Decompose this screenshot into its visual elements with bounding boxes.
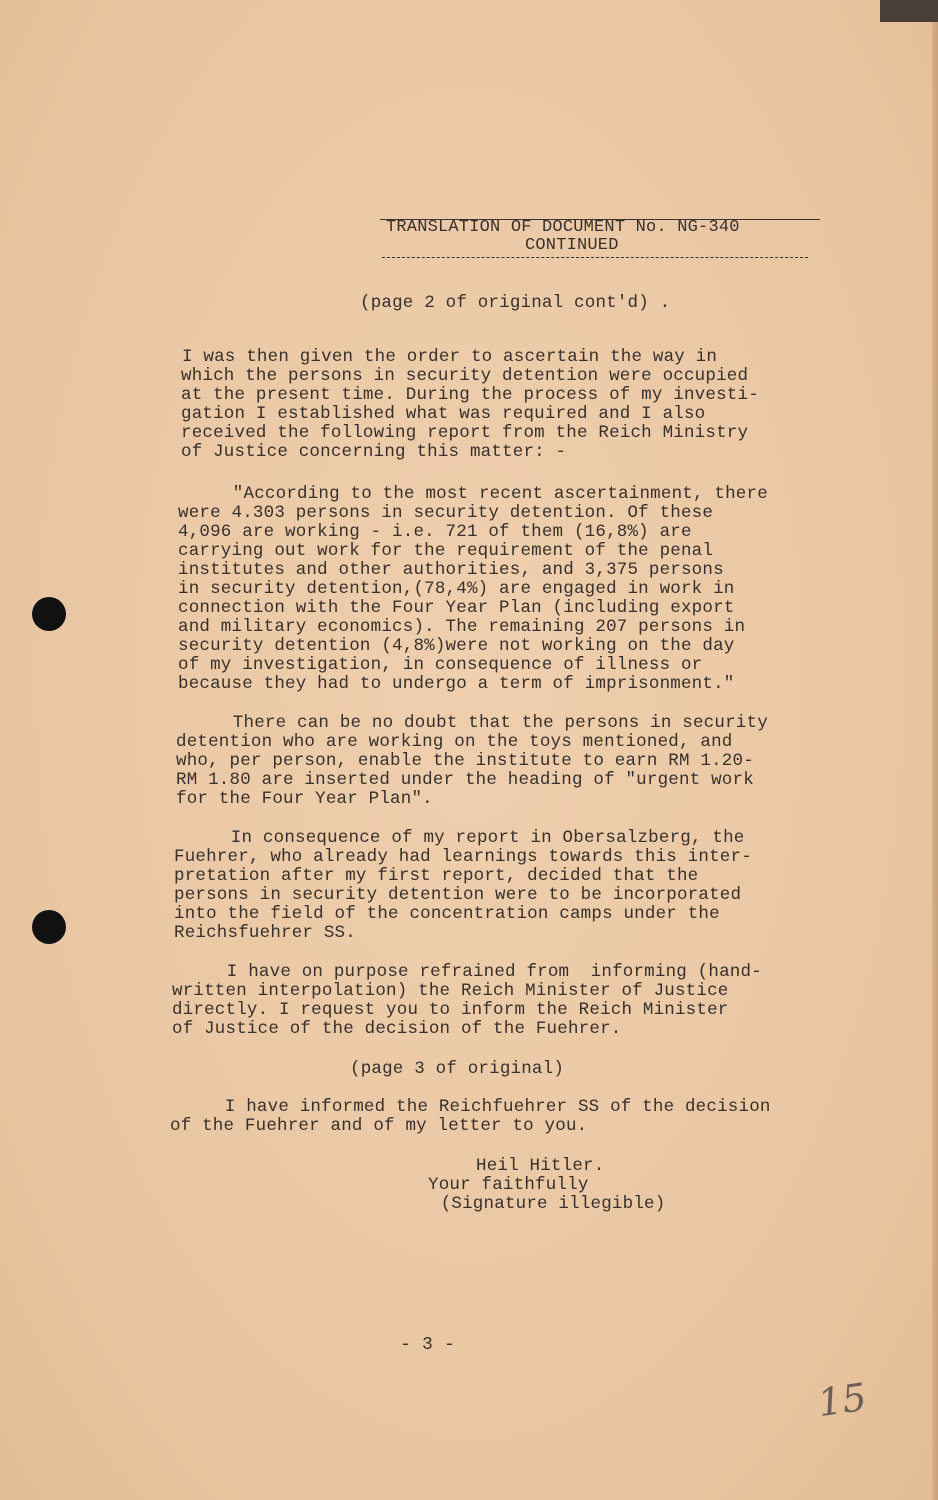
text-line: 4,096 are working - i.e. 721 of them (16,8%) are [178,522,692,542]
text-line: at the present time. During the process of my investi- [181,385,759,405]
text-line: carrying out work for the requirement of the penal [178,541,714,561]
text-line: and military economics). The remaining 207 persons in [178,617,746,637]
document-subtitle: CONTINUED [525,236,619,255]
text-line: Reichsfuehrer SS. [174,923,356,943]
text-line: of my investigation, in consequence of illness or [178,655,703,675]
text-line: "According to the most recent ascertainment, there [190,484,768,504]
handwritten-page-mark: 15 [815,1374,870,1426]
signature-note: (Signature illegible) [430,1194,666,1214]
page-note-mid: (page 3 of original) [350,1059,565,1079]
punch-hole-lower [32,910,66,944]
text-line: for the Four Year Plan". [176,789,433,809]
text-line: of Justice of the decision of the Fuehrer. [172,1019,622,1039]
text-line: written interpolation) the Reich Minister of Justice [172,981,729,1001]
text-line: received the following report from the Reich Ministry [181,423,749,443]
header-rule-bottom [382,257,808,258]
text-line: who, per person, enable the institute to earn RM 1.20- [176,751,754,771]
text-line: of the Fuehrer and of my letter to you. [170,1116,588,1136]
text-line: I have informed the Reichfuehrer SS of the decision [182,1097,771,1117]
closing-salutation: Heil Hitler. [476,1156,605,1176]
text-line: in security detention,(78,4%) are engaged in work in [178,579,735,599]
text-line: persons in security detention were to be incorporated [174,885,742,905]
text-line: institutes and other authorities, and 3,375 persons [178,560,724,580]
text-line: directly. I request you to inform the Reich Minister [172,1000,729,1020]
paper-edge-shadow [880,0,938,22]
text-line: detention who are working on the toys mentioned, and [176,732,733,752]
text-line: security detention (4,8%)were not working on the day [178,636,735,656]
text-line: I have on purpose refrained from informing (hand- [184,962,762,982]
text-line: connection with the Four Year Plan (including export [178,598,735,618]
page-note-top: (page 2 of original cont'd) . [360,293,671,313]
text-line: because they had to undergo a term of imprisonment." [178,674,735,694]
text-line: of Justice concerning this matter: - [181,442,567,462]
page-number: - 3 - [400,1335,456,1355]
text-line: Fuehrer, who already had learnings towards this inter- [174,847,752,867]
text-line: into the field of the concentration camps under the [174,904,720,924]
text-line: There can be no doubt that the persons in security [190,713,768,733]
closing-valediction: Your faithfully [428,1175,589,1195]
text-line: were 4.303 persons in security detention. Of these [178,503,714,523]
text-line: In consequence of my report in Obersalzberg, the [188,828,745,848]
text-line: pretation after my first report, decided that the [174,866,699,886]
text-line: RM 1.80 are inserted under the heading of "urgent work [176,770,754,790]
text-line: which the persons in security detention were occupied [181,366,749,386]
text-line: I was then given the order to ascertain the way in [182,347,718,367]
text-line: gation I established what was required and I also [181,404,706,424]
paper-edge-fold [932,22,938,1500]
document-title: TRANSLATION OF DOCUMENT No. NG-340 [386,218,740,237]
punch-hole-upper [32,597,66,631]
